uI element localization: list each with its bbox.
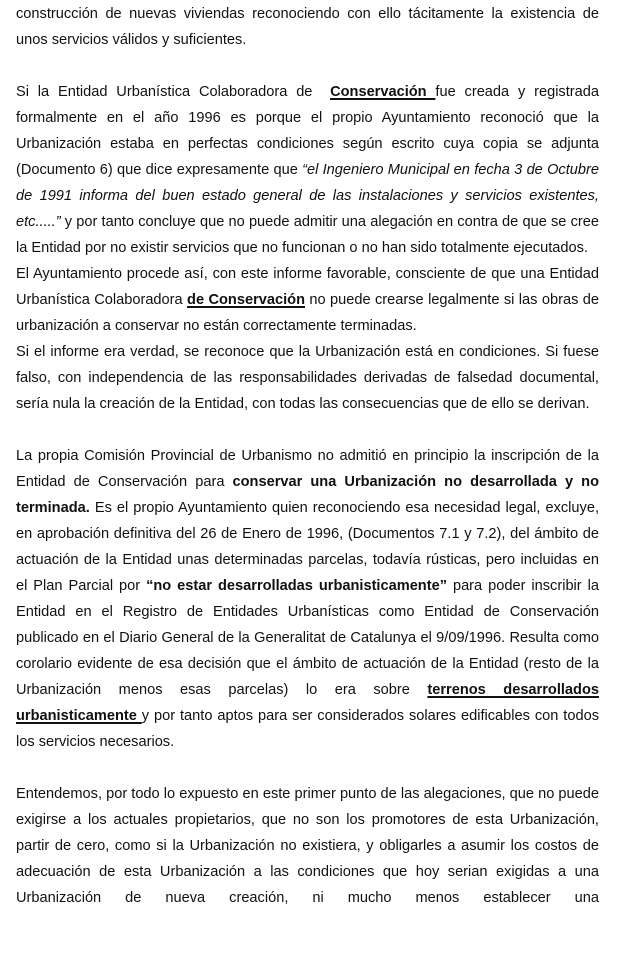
quote-ingeniero-municipal: “el Ingeniero Municipal en fecha 3 de Octubre de 1991 informa del buen estado general de las instalaciones y servicios existentes, etc.....” bbox=[16, 162, 599, 230]
paragraph-comision-provincial bbox=[16, 443, 599, 755]
emphasis-conservacion: Conservación bbox=[330, 84, 436, 100]
paragraph-entendemos bbox=[16, 781, 599, 911]
paragraph-entidad-creada-1996 bbox=[16, 79, 599, 261]
text-segment: para poder inscribir la Entidad en el Registro de Entidades Urbanísticas como Entidad de Conservación publicado en el Diario General de la Generalitat de Catalunya el 9/09/1996. Resulta como corolario evidente de esa decisión que el ámbito de actuación de la Entidad (resto de la Urbanización menos esas parcelas) lo era sobre bbox=[16, 578, 599, 698]
paragraph-gap bbox=[16, 755, 599, 781]
text-segment: Es el propio Ayuntamiento quien reconociendo esa necesidad legal, excluye, en aprobación definitiva del 26 de Enero de 1996, (Documentos 7.1 y 7.2), del ámbito de actuación de la Entidad unas determinadas parcelas, todavía rústicas, pero incluidas en el Plan Parcial por bbox=[16, 500, 599, 594]
text-segment: y por tanto concluye que no puede admitir una alegación en contra de que se cree la Entidad por no existir servicios que no funcionan o no han sido totalmente ejecutados. bbox=[16, 214, 599, 256]
paragraph-informe-verdad bbox=[16, 339, 599, 417]
paragraph-servicios-validos bbox=[16, 1, 599, 53]
text-segment: Si la Entidad Urbanística Colaboradora de bbox=[16, 84, 331, 100]
paragraph-gap bbox=[16, 53, 599, 79]
text-segment: La propia Comisión Provincial de Urbanismo no admitió en principio la inscripción de la Entidad de Conservación para bbox=[16, 448, 599, 490]
text-segment: El Ayuntamiento procede así, con este informe favorable, consciente de que una Entidad Urbanística Colaboradora bbox=[16, 266, 599, 308]
text-segment: Si el informe era verdad, se reconoce que la Urbanización está en condiciones. Si fuese falso, con independencia de las responsabilidades derivadas de falsedad documental, sería nula la creación de la Entidad, con todas las consecuencias que de ello se derivan. bbox=[16, 344, 599, 412]
document-page bbox=[16, 1, 599, 911]
paragraph-gap bbox=[16, 417, 599, 443]
emphasis-urbanizacion-no-desarrollada: conservar una Urbanización no desarrollada y no terminada. bbox=[16, 474, 599, 516]
emphasis-no-estar-desarrolladas: “no estar desarrolladas urbanisticamente” bbox=[146, 578, 447, 594]
emphasis-terrenos-desarrollados: terrenos desarrollados urbanisticamente bbox=[16, 682, 599, 724]
text-segment: construcción de nuevas viviendas reconociendo con ello tácitamente la existencia de unos servicios válidos y suficientes. bbox=[16, 6, 599, 48]
text-segment: Entendemos, por todo lo expuesto en este primer punto de las alegaciones, que no puede exigirse a los actuales propietarios, que no son los promotores de esta Urbanización, partir de cero, como si la Urbanización no existiera, y obligarles a asumir los costos de adecuación de esta Urbanización a las condiciones que hoy serian exigidas a una Urbanización de nueva creación, ni mucho menos establecer una bbox=[16, 786, 599, 906]
text-segment: no puede crearse legalmente si las obras de urbanización a conservar no están correctamente terminadas. bbox=[16, 292, 599, 334]
paragraph-ayuntamiento-procede bbox=[16, 261, 599, 339]
text-segment: y por tanto aptos para ser considerados solares edificables con todos los servicios necesarios. bbox=[16, 708, 599, 750]
text-segment: fue creada y registrada formalmente en el año 1996 es porque el propio Ayuntamiento reconoció que la Urbanización estaba en perfectas condiciones según escrito cuya copia se adjunta (Documento 6) que dice expresamente que bbox=[16, 84, 599, 178]
emphasis-de-conservacion: de Conservación bbox=[187, 292, 305, 308]
